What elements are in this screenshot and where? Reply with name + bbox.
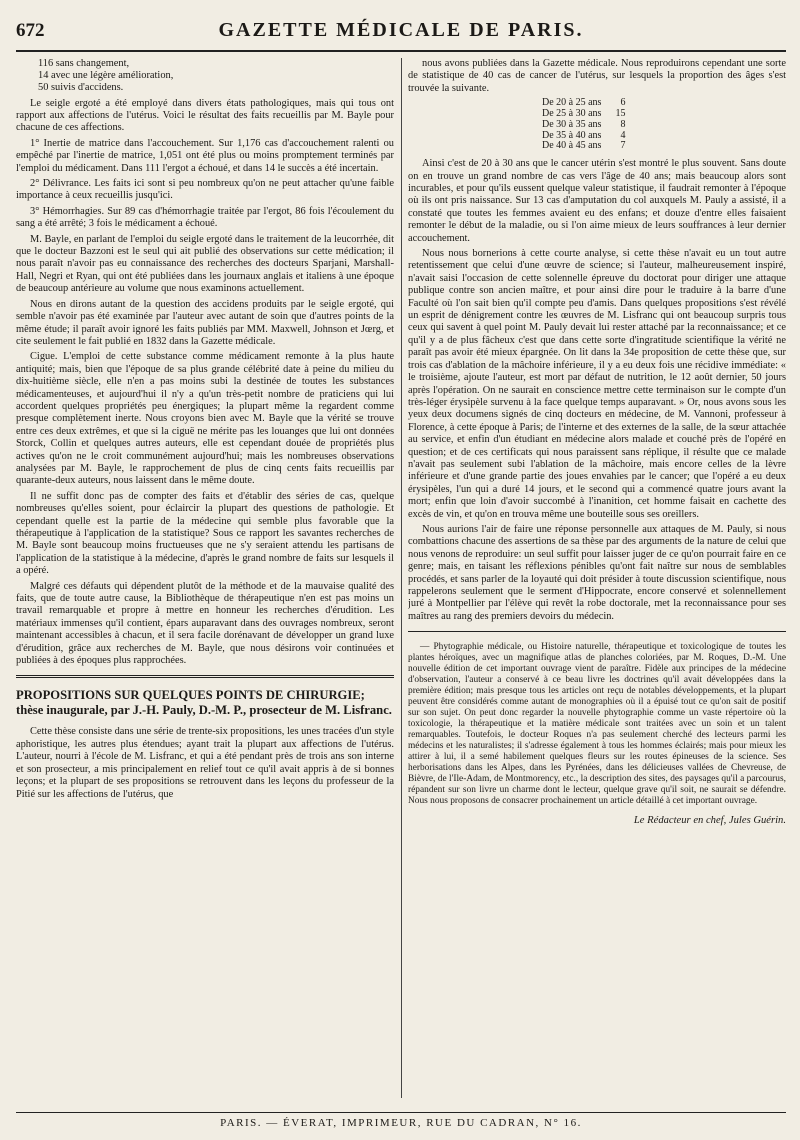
- case-count: 7: [620, 140, 626, 152]
- stat-line: 14 avec une légère amélioration,: [38, 70, 174, 82]
- case-count: 15: [615, 108, 626, 120]
- age-statistics-table: [538, 98, 629, 152]
- stat-line: 116 sans changement,: [38, 58, 130, 69]
- page-header: [16, 14, 786, 52]
- table-row: [538, 120, 629, 131]
- ergot-stat-lines: [38, 58, 394, 95]
- table-row: [538, 141, 629, 152]
- paragraph: Cette thèse consiste dans une série de trente-six propositions, les unes tracées d'un style aphoristique, les autres plus étendues; ayant trait la plupart aux affections de l'utérus. L'auteur, nourri à l'école de M. Lisfranc, et qui a été pendant près de trois ans son interne et son prosecteur, a mis principalement en relief tout ce qu'il avait appris à de si bonnes leçons; et la plupart de ses propositions se retrouvent dans les leçons du professeur de la Pitié sur les affections de l'utérus, que: [16, 726, 394, 800]
- age-range: De 30 à 35 ans: [542, 118, 602, 130]
- paragraph: Malgré ces défauts qui dépendent plutôt de la méthode et de la mauvaise qualité des faits, que de toute autre cause, la Bibliothèque de thérapeutique n'en est pas moins un travail remarquable et propre à mettre en honneur les recherches d'érudition. Les matériaux immenses qu'il contient, épars auparavant dans des ouvrages nombreux, seront maintenant accessibles à chacun, et il sera facile dorénavant de développer un grand luxe d'érudition, grâce aux recherches de M. Bayle, que nous désirons voir continuées et publiées à des époques plus rapprochées.: [16, 580, 394, 667]
- article-title: PROPOSITIONS SUR QUELQUES POINTS DE CHIRURGIE; thèse inaugurale, par J.-H. Pauly, D.-M. P., prosecteur de M. Lisfranc.: [16, 688, 392, 718]
- paragraph: Nous en dirons autant de la question des accidens produits par le seigle ergoté, qui semble n'avoir pas été examinée par l'auteur avec autant de soin que d'autres points de la même étude; il paraît avoir ignoré les faits publiés par MM. Maxwell, Johnson et Jœrg, et cite seulement le fait publié en 1832 dans la Gazette médicale.: [16, 298, 394, 347]
- case-count: 8: [620, 118, 626, 130]
- paragraph: Cigue. L'emploi de cette substance comme médicament remonte à la plus haute antiquité; mais, bien que l'époque de sa plus grande célébrité date à peine du milieu du dix-huitième siècle, elle n'en a pas moins subi la destinée de toutes les substances médicamenteuses, et aujourd'hui il n'y a qu'un très-petit nombre de praticiens qui lui accordent quelques propriétés peu énergiques; la plupart même la regardent comme presque complètement inerte. Nous croyons bien avec M. Bayle que la vérité se trouve entre ces deux extrêmes, et que si la ciguë ne mérite pas les louanges que lui ont données Storck, Collin et quelques autres auteurs, elle est cependant douée de propriétés plus actives qu'on ne le croit communément aujourd'hui; mais les nombreuses observations analysées par M. Bayle, le rapprochement de plus de cinq cents faits recueillis par quarante-deux auteurs, nous laissent dans le même doute.: [16, 351, 394, 487]
- case-count: 4: [620, 129, 626, 141]
- editor-signature: Le Rédacteur en chef, Jules Guérin.: [633, 815, 786, 827]
- paragraph: 1° Inertie de matrice dans l'accouchement. Sur 1,176 cas d'accouchement ralenti ou empêché par l'inertie de matrice, 1,051 ont été plus ou moins promptement terminés par l'emploi du médicament. Dans 111 l'ergot a échoué, et dans 14 le succès a été incertain.: [16, 137, 394, 174]
- masthead-title: GAZETTE MÉDICALE DE PARIS.: [218, 19, 584, 41]
- paragraph: M. Bayle, en parlant de l'emploi du seigle ergoté dans le traitement de la leucorrhée, dit que le docteur Bazzoni est le seul qui ait publié des observations sur cette médication; il nous paraît n'avoir pas eu connaissance des recherches des docteurs Sparjani, Marshall-Hall, Negri et Ryan, qui ont été publiées dans les journaux anglais et italiens à une époque de beaucoup antérieure au volume que nous examinons actuellement.: [16, 233, 394, 295]
- paragraph: 3° Hémorrhagies. Sur 89 cas d'hémorrhagie traitée par l'ergot, 86 fois l'écoulement du sang a été arrêté; 3 fois le médicament a échoué.: [16, 205, 394, 230]
- paragraph: — Phytographie médicale, ou Histoire naturelle, thérapeutique et toxicologique de toutes les plantes héroïques, avec un magnifique atlas de planches coloriées, par M. Roques, D.-M. Une nouvelle édition de cet important ouvrage vient de paraître. Fidèle aux principes de la médecine d'observation, l'auteur a conservé à ce beau livre les doctrines qu'il avait développées dans la première édition; mais presque tous les articles ont reçu de notables développements, et la plupart peuvent être considérés comme autant de monographies où il a épuisé tout ce qu'on sait de positif sur son sujet. On peut donc regarder la nouvelle phytographie comme un vaste répertoire où la toxicologie, la thérapeutique et la matière médicale sont traitées avec un soin et un talent remarquables. Toutefois, le docteur Roques n'a pas seulement cherché des lecteurs parmi les médecins et les naturalistes; il s'adresse également à tous les hommes éclairés; mais pour mieux les attirer à lui, il a semé habilement quelques fleurs sur les routes épineuses de la science. Ses herborisations dans les Alpes, dans les Pyrénées, dans les délicieuses vallées de Chevreuse, de Bièvre, de l'Ile-Adam, de Montmorency, etc., la description des sites, des paysages qu'il a parcourus, répandent sur son livre un charme dont le lecteur, quelque grave qu'il soit, ne saurait se défendre. Nous nous proposons de consacrer prochainement un article détaillé à cet important ouvrage.: [408, 642, 786, 807]
- paragraph: Le seigle ergoté a été employé dans divers états pathologiques, mais qui tous ont rapport aux affections de l'utérus. Voici le résultat des faits recueillis par M. Bayle pour chacune de ces affections.: [16, 97, 394, 134]
- page-number: 672: [16, 20, 45, 41]
- stat-line: 50 suivis d'accidens.: [38, 82, 124, 94]
- case-count: 6: [620, 97, 626, 109]
- column-divider: [401, 58, 402, 1098]
- age-range: De 35 à 40 ans: [542, 129, 602, 141]
- paragraph: 2° Délivrance. Les faits ici sont si peu nombreux qu'on ne peut attacher qu'une faible importance à ceux recueillis jusqu'ici.: [16, 178, 394, 202]
- paragraph: Il ne suffit donc pas de compter des faits et d'établir des séries de cas, quelque nombreuses qu'elles soient, pour éclaircir la plupart des questions de pathologie. Et cependant quelle est la partie de la médecine qui semble plus favorable que la thérapeutique à l'application de la statistique? Sous ce rapport les savantes recherches de M. Bayle sont beaucoup moins fructueuses que ne s'y seraient attendu les partisans de l'application de la statistique à la médecine, d'après le grand nombre de faits sur lesquels il a opéré.: [16, 490, 394, 577]
- age-range: De 40 à 45 ans: [542, 140, 602, 152]
- paragraph: nous avons publiées dans la Gazette médicale. Nous reproduirons cependant une sorte de statistique de 40 cas de cancer de l'utérus, sur lesquels la proportion des âges s'est trouvée la suivante.: [408, 58, 786, 94]
- right-column: [408, 58, 786, 1098]
- printer-imprint: PARIS. — ÉVERAT, IMPRIMEUR, RUE DU CADRAN, N° 16.: [16, 1112, 786, 1129]
- section-divider: [16, 675, 394, 678]
- section-divider: [408, 631, 786, 632]
- age-range: De 20 à 25 ans: [542, 97, 602, 109]
- age-range: De 25 à 30 ans: [542, 108, 602, 120]
- left-column: [16, 58, 394, 1098]
- paragraph: Nous nous bornerions à cette courte analyse, si cette thèse n'avait eu un tout autre retentissement que celui d'une œuvre de science; si l'auteur, malheureusement inspiré, n'avait saisi l'occasion de cette solennelle épreuve du doctorat pour diriger une attaque publique contre son ancien maître, et pour ainsi dire pour le traduire à la barre d'une Faculté où l'on sait bien qu'il compte peu d'amis. Dans quelques propositions s'est révélé un esprit de dénigrement contre les œuvres de M. Lisfranc qui ont beaucoup surpris tous ceux qui savent à quel point M. Pauly devait lui rester attaché par la reconnaissance; et ce qu'il y a de plus fâcheux c'est que dans cette sorte d'ingratitude scientifique la vérité ne paraît pas avoir été mieux épargnée. On lit dans la 34e proposition de cette thèse que, sur trois cas d'ablation de la mâchoire inférieure, il y a eu deux fois une récidive immédiate: « le troisième, ajoute l'auteur, est mort par défaut de nutrition, le 12 août dernier, 50 jours après l'opération. On ne saurait en conscience mettre cette terminaison sur le compte d'un très-léger érysipèle survenu à la face quelque temps auparavant. » Or, nous avons sous les yeux deux documens signés de cinq docteurs en médecine, de M. Vannoni, professeur à Florence, à cette époque à Paris; de l'interne et des externes de la salle, de la sœur attachée au service, et enfin d'un étudiant en médecine alors malade et couché près de l'opéré en question; et de ces certificats qui nous paraissent sans réplique, il résulte que ce malade n'avait pas seulement subi l'ablation de la mâchoire, mais encore celles de la lèvre inférieure et d'une grande partie des joues envahies par le cancer; que l'opéré a eu deux érysipèles, l'un qui a duré 14 jours, et le second qui a commencé quatre jours avant la mort; enfin que loin d'avoir succombé à l'inanition, cet homme faisait en cachette des excès de vin, et qu'on en trouva même une bouteille sous ses oreillers.: [408, 248, 786, 520]
- book-notice: [408, 642, 786, 807]
- paragraph: Ainsi c'est de 20 à 30 ans que le cancer utérin s'est montré le plus souvent. Sans doute on en trouve un grand nombre de cas vers l'âge de 40 ans; mais beaucoup alors sont incurables, et pour qu'ils eussent quelque valeur statistique, il faudrait remonter à l'époque où ils ont pris naissance. Sur 13 cas d'amputation du col auxquels M. Pauly a assisté, il a constaté que toutes les femmes avaient eu des enfans; et douze d'entre elles faisaient remonter le début de la maladie, ou si l'on aime mieux de leurs souffrances à leur dernier accouchement.: [408, 158, 786, 244]
- paragraph: Nous aurions l'air de faire une réponse personnelle aux attaques de M. Pauly, si nous combattions chacune des assertions de sa thèse par des arguments de la nature de celui que nous venons de reproduire: un seul suffit pour laisser juger de ce qu'on pourrait faire en ce genre; mais, en taisant les réflexions pénibles qu'ont fait naître sur nous de semblables procédés, et sans parler de la loyauté qui doit présider à toute discussion scientifique, nous rappelerons seulement que le serment d'Hippocrate, encore conservé et solennellement juré à Montpellier par l'élève qui revêt la robe doctorale, met la reconnaissance pour ses maîtres au rang des premiers devoirs du médecin.: [408, 523, 786, 622]
- two-column-body: [16, 58, 786, 1098]
